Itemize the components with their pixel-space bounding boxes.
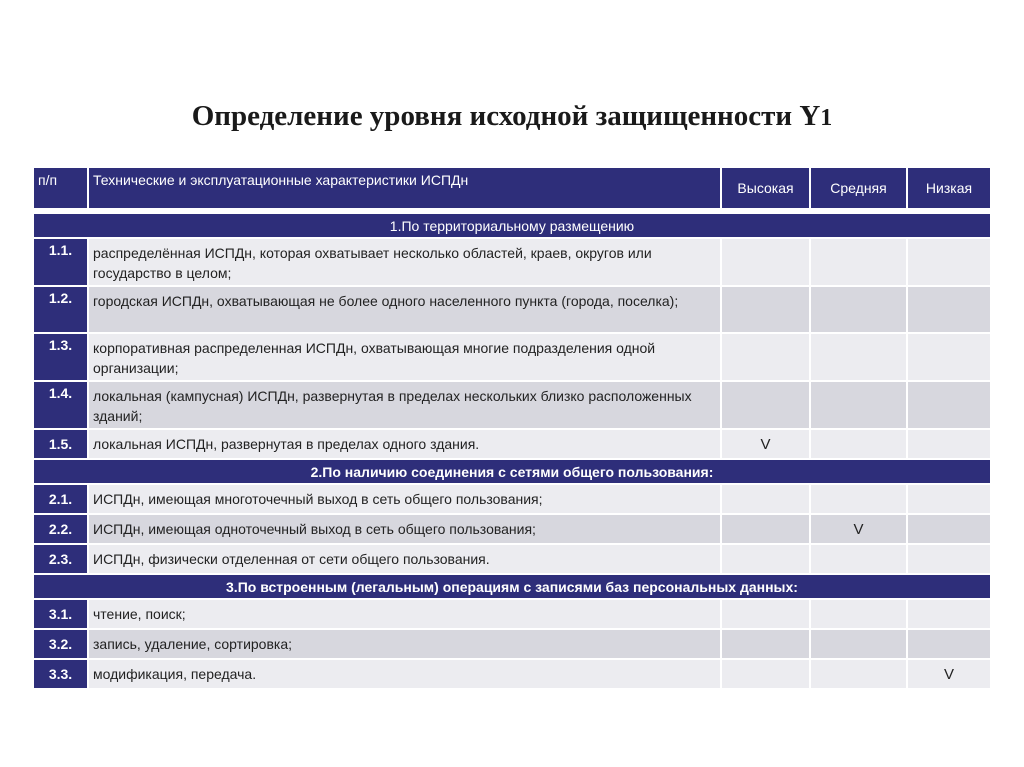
row-high: [722, 543, 811, 573]
security-level-table: [34, 168, 990, 688]
row-mid: [811, 237, 908, 285]
table-row: [34, 428, 990, 458]
row-low: V: [908, 658, 990, 688]
table-row: [34, 658, 990, 688]
row-num: 1.5.: [34, 428, 89, 458]
table-row: [34, 483, 990, 513]
row-num: 1.1.: [34, 237, 89, 285]
row-mid: [811, 543, 908, 573]
row-num: 1.4.: [34, 380, 89, 428]
row-mid: V: [811, 513, 908, 543]
row-mid: [811, 628, 908, 658]
row-mid: [811, 285, 908, 332]
row-num: 2.2.: [34, 513, 89, 543]
title-suffix-letter: Y: [799, 100, 821, 132]
row-desc: чтение, поиск;: [89, 598, 722, 628]
table-row: [34, 285, 990, 332]
row-high: [722, 598, 811, 628]
table-row: [34, 380, 990, 428]
row-low: [908, 332, 990, 380]
row-num: 1.2.: [34, 285, 89, 332]
row-high: [722, 513, 811, 543]
row-desc: городская ИСПДн, охватывающая не более одного населенного пункта (города, поселка);: [89, 285, 722, 332]
table-row: [34, 543, 990, 573]
row-mid: [811, 658, 908, 688]
header-desc: Технические и эксплуатационные характеристики ИСПДн: [89, 168, 722, 208]
row-low: [908, 513, 990, 543]
row-desc: локальная ИСПДн, развернутая в пределах одного здания.: [89, 428, 722, 458]
row-desc: корпоративная распределенная ИСПДн, охватывающая многие подразделения одной организации;: [89, 332, 722, 380]
row-low: [908, 428, 990, 458]
table-row: [34, 513, 990, 543]
section-title: 1.По территориальному размещению: [34, 212, 990, 237]
section-title: 3.По встроенным (легальным) операциям с записями баз персональных данных:: [34, 573, 990, 598]
row-mid: [811, 483, 908, 513]
row-low: [908, 598, 990, 628]
row-num: 3.3.: [34, 658, 89, 688]
row-desc: запись, удаление, сортировка;: [89, 628, 722, 658]
row-num: 2.3.: [34, 543, 89, 573]
section-title: 2.По наличию соединения с сетями общего пользования:: [34, 458, 990, 483]
row-high: V: [722, 428, 811, 458]
row-desc: ИСПДн, имеющая одноточечный выход в сеть общего пользования;: [89, 513, 722, 543]
header-mid: Средняя: [811, 168, 908, 208]
header-high: Высокая: [722, 168, 811, 208]
row-low: [908, 380, 990, 428]
row-high: [722, 483, 811, 513]
table-row: [34, 237, 990, 285]
row-desc: распределённая ИСПДн, которая охватывает несколько областей, краев, округов или государство в целом;: [89, 237, 722, 285]
table-row: [34, 598, 990, 628]
row-low: [908, 483, 990, 513]
header-low: Низкая: [908, 168, 990, 208]
row-num: 1.3.: [34, 332, 89, 380]
row-mid: [811, 380, 908, 428]
title-suffix-number: 1: [820, 105, 833, 131]
row-num: 2.1.: [34, 483, 89, 513]
row-mid: [811, 332, 908, 380]
row-low: [908, 237, 990, 285]
row-high: [722, 380, 811, 428]
section-header-2: [34, 458, 990, 483]
row-high: [722, 237, 811, 285]
row-mid: [811, 428, 908, 458]
title-main: Определение уровня исходной защищенности: [191, 100, 800, 132]
row-num: 3.1.: [34, 598, 89, 628]
table-header-row: [34, 168, 990, 208]
page-title: [0, 100, 1024, 133]
row-desc: ИСПДн, физически отделенная от сети общего пользования.: [89, 543, 722, 573]
row-desc: модификация, передача.: [89, 658, 722, 688]
row-desc: ИСПДн, имеющая многоточечный выход в сеть общего пользования;: [89, 483, 722, 513]
row-mid: [811, 598, 908, 628]
row-high: [722, 285, 811, 332]
header-num: п/п: [34, 168, 89, 208]
table-row: [34, 332, 990, 380]
row-high: [722, 332, 811, 380]
row-low: [908, 543, 990, 573]
row-high: [722, 658, 811, 688]
table-row: [34, 628, 990, 658]
row-num: 3.2.: [34, 628, 89, 658]
section-header-3: [34, 573, 990, 598]
section-header-1: [34, 212, 990, 237]
row-desc: локальная (кампусная) ИСПДн, развернутая в пределах нескольких близко расположенных зданий;: [89, 380, 722, 428]
row-low: [908, 628, 990, 658]
row-high: [722, 628, 811, 658]
row-low: [908, 285, 990, 332]
